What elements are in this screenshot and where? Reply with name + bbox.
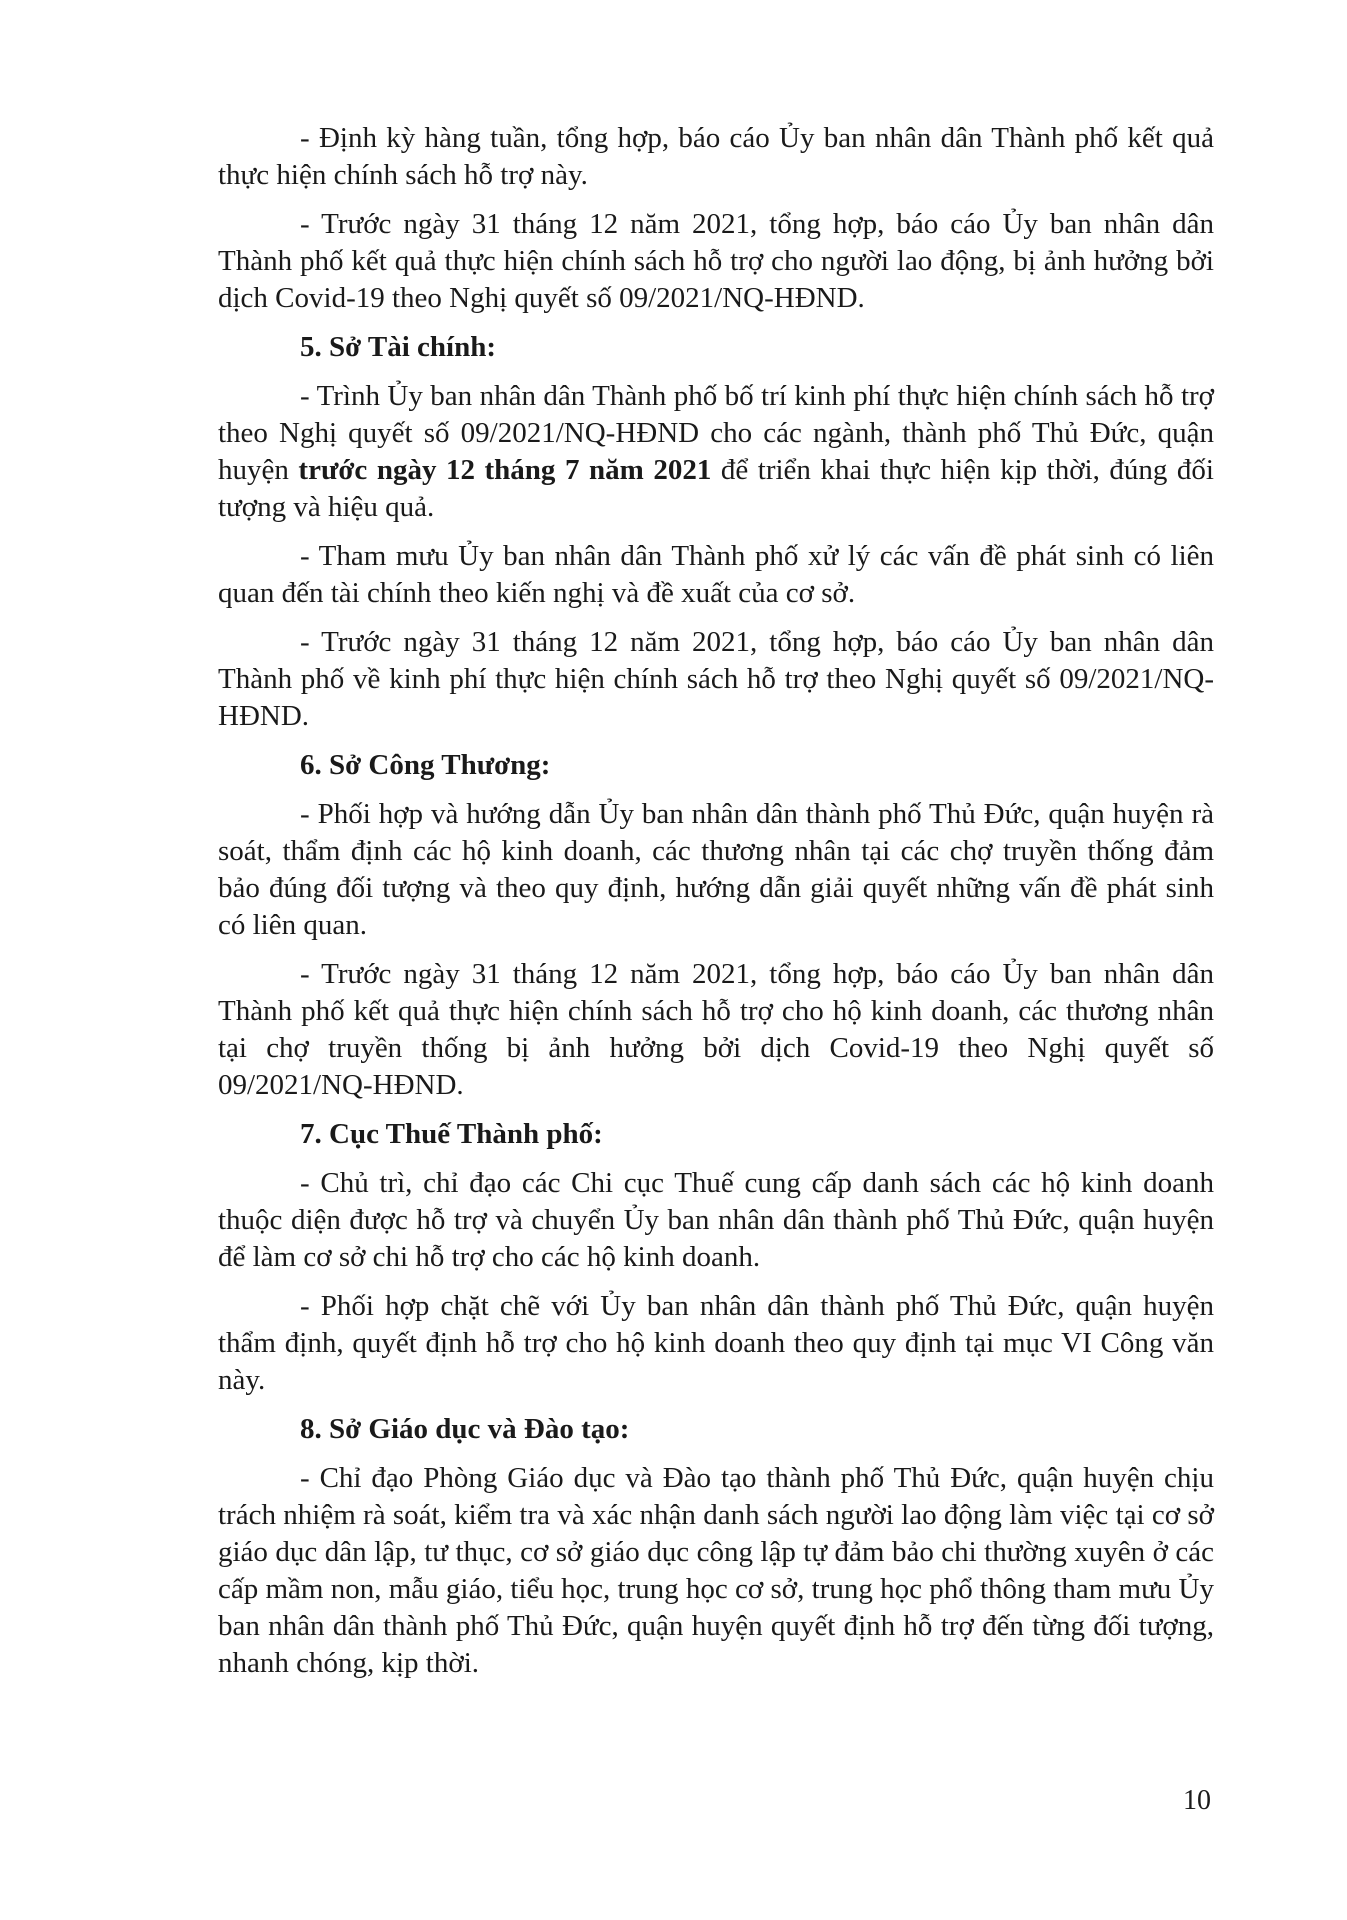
bold-deadline-text: trước ngày 12 tháng 7 năm 2021 — [298, 454, 712, 486]
paragraph: - Phối hợp chặt chẽ với Ủy ban nhân dân thành phố Thủ Đức, quận huyện thẩm định, quyết định hỗ trợ cho hộ kinh doanh theo quy định tại mục VI Công văn này. — [218, 1290, 1214, 1396]
paragraph: - Chủ trì, chỉ đạo các Chi cục Thuế cung cấp danh sách các hộ kinh doanh thuộc diện được hỗ trợ và chuyển Ủy ban nhân dân thành phố Thủ Đức, quận huyện để làm cơ sở chi hỗ trợ cho các hộ kinh doanh. — [218, 1167, 1214, 1273]
section-heading: 5. Sở Tài chính: — [300, 331, 497, 363]
paragraph: - Phối hợp và hướng dẫn Ủy ban nhân dân thành phố Thủ Đức, quận huyện rà soát, thẩm định các hộ kinh doanh, các thương nhân tại các chợ truyền thống đảm bảo đúng đối tượng và theo quy định, hướng dẫn giải quyết những vấn đề phát sinh có liên quan. — [218, 798, 1214, 941]
paragraph-text: - Trình Ủy ban nhân dân Thành phố bố trí kinh phí thực hiện chính sách hỗ trợ theo Nghị quyết số 09/2021/NQ-HĐND cho các ngành, thành phố Thủ Đức, quận huyện — [218, 380, 1214, 486]
paragraph: - Định kỳ hàng tuần, tổng hợp, báo cáo Ủy ban nhân dân Thành phố kết quả thực hiện chính sách hỗ trợ này. — [218, 122, 1214, 191]
section-heading: 7. Cục Thuế Thành phố: — [300, 1118, 603, 1150]
paragraph: - Tham mưu Ủy ban nhân dân Thành phố xử lý các vấn đề phát sinh có liên quan đến tài chính theo kiến nghị và đề xuất của cơ sở. — [218, 540, 1214, 609]
paragraph: - Trước ngày 31 tháng 12 năm 2021, tổng hợp, báo cáo Ủy ban nhân dân Thành phố kết quả thực hiện chính sách hỗ trợ cho người lao động, bị ảnh hưởng bởi dịch Covid-19 theo Nghị quyết số 09/2021/NQ-HĐND. — [218, 208, 1214, 314]
page-number: 10 — [1183, 1785, 1211, 1816]
paragraph — [218, 378, 1214, 526]
paragraph-text: để triển khai thực hiện kịp thời, đúng đối tượng và hiệu quả. — [218, 454, 1214, 523]
paragraph: - Trước ngày 31 tháng 12 năm 2021, tổng hợp, báo cáo Ủy ban nhân dân Thành phố kết quả thực hiện chính sách hỗ trợ cho hộ kinh doanh, các thương nhân tại chợ truyền thống bị ảnh hưởng bởi dịch Covid-19 theo Nghị quyết số 09/2021/NQ-HĐND. — [218, 958, 1214, 1101]
paragraph: - Trước ngày 31 tháng 12 năm 2021, tổng hợp, báo cáo Ủy ban nhân dân Thành phố về kinh phí thực hiện chính sách hỗ trợ theo Nghị quyết số 09/2021/NQ-HĐND. — [218, 626, 1214, 732]
document-body — [218, 120, 1214, 1694]
section-heading: 6. Sở Công Thương: — [300, 749, 551, 781]
section-heading: 8. Sở Giáo dục và Đào tạo: — [300, 1413, 630, 1445]
paragraph: - Chỉ đạo Phòng Giáo dục và Đào tạo thành phố Thủ Đức, quận huyện chịu trách nhiệm rà soát, kiểm tra và xác nhận danh sách người lao động làm việc tại cơ sở giáo dục dân lập, tư thục, cơ sở giáo dục công lập tự đảm bảo chi thường xuyên ở các cấp mầm non, mẫu giáo, tiểu học, trung học cơ sở, trung học phổ thông tham mưu Ủy ban nhân dân thành phố Thủ Đức, quận huyện quyết định hỗ trợ đến từng đối tượng, nhanh chóng, kịp thời. — [218, 1462, 1214, 1679]
